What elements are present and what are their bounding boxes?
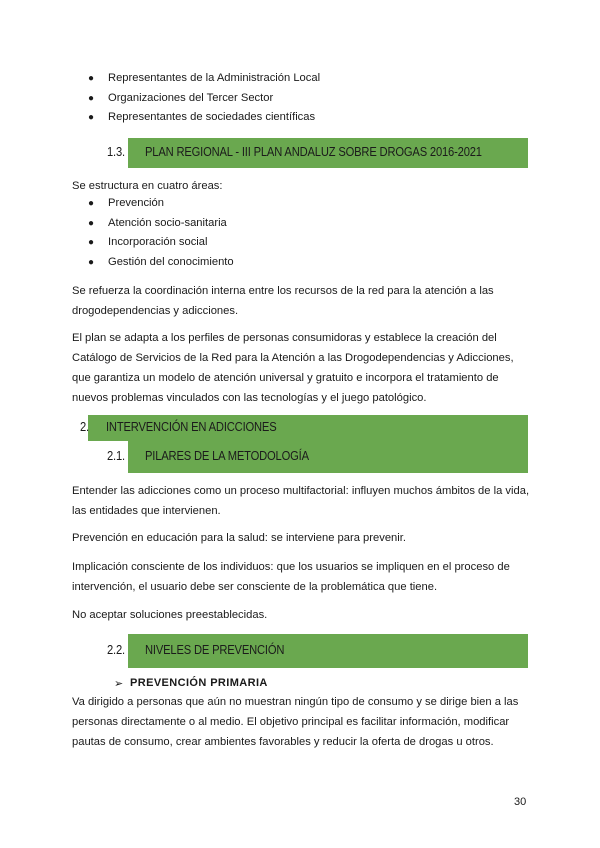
paragraph-multifactorial: Entender las adicciones como un proceso multifactorial: influyen muchos ámbitos de la vida, las entidades que intervienen. [72,485,530,517]
bullet-icon: ● [88,237,95,248]
list-item: ● Incorporación social [72,233,234,253]
list-item: ● Atención socio-sanitaria [72,214,234,234]
bullet-icon: ● [88,217,95,229]
paragraph-coordination: Se refuerza la coordinación interna entre los recursos de la red para la atención a las drogodependencias y adicciones. [72,285,494,317]
paragraph-plan: El plan se adapta a los perfiles de personas consumidoras y establece la creación del Catálogo de Servicios de la Red para la Atención a las Drogodependencias y Adicciones, que garantiza un modelo de atención universal y gratuito e incorpora el tratamiento de nuevos problemas vinculados con las tecnologías y el juego patológico. [72,332,514,404]
bullet-icon: ● [88,73,95,84]
heading-2-2-title: NIVELES DE PREVENCIÓN [145,642,285,657]
subheading-primary-prevention: PREVENCIÓN PRIMARIA [130,677,268,689]
list-item: ● Representantes de la Administración Local [72,69,320,89]
list-item: ● Organizaciones del Tercer Sector [72,89,320,109]
heading-2-number: 2. [80,419,89,434]
arrow-bullet-icon: ➢ [114,678,124,690]
paragraph-implication: Implicación consciente de los individuos: que los usuarios se impliquen en el proceso de intervención, el usuario debe ser consciente de la problemática que tiene. [72,561,510,593]
paragraph-prevention-health: Prevención en educación para la salud: se interviene para prevenir. [72,532,406,544]
list-item: ● Representantes de sociedades científicas [72,108,320,128]
heading-2-1-number: 2.1. [107,448,125,463]
heading-1-3-title: PLAN REGIONAL - III PLAN ANDALUZ SOBRE DROGAS 2016-2021 [145,144,482,159]
heading-2-title: INTERVENCIÓN EN ADICCIONES [106,419,277,434]
list-item: ● Prevención [72,194,234,214]
bullet-icon: ● [88,256,95,268]
heading-2-1-title: PILARES DE LA METODOLOGÍA [145,448,309,463]
areas-list [72,194,234,272]
top-bullet-list [72,69,320,128]
list-item: ● Gestión del conocimiento [72,253,234,273]
bullet-icon: ● [88,198,95,209]
heading-2-2-number: 2.2. [107,642,125,657]
areas-intro: Se estructura en cuatro áreas: [72,180,223,192]
bullet-icon: ● [88,112,95,123]
paragraph-primary-prevention: Va dirigido a personas que aún no muestran ningún tipo de consumo y se dirige bien a las personas directamente o al medio. El objetivo principal es facilitar información, modificar pautas de consumo, crear ambientes favorables y reducir la oferta de drogas u otros. [72,696,519,748]
heading-1-3-number: 1.3. [107,144,125,159]
bullet-icon: ● [88,92,95,104]
paragraph-no-solutions: No aceptar soluciones preestablecidas. [72,609,268,621]
page-number: 30 [514,796,527,808]
